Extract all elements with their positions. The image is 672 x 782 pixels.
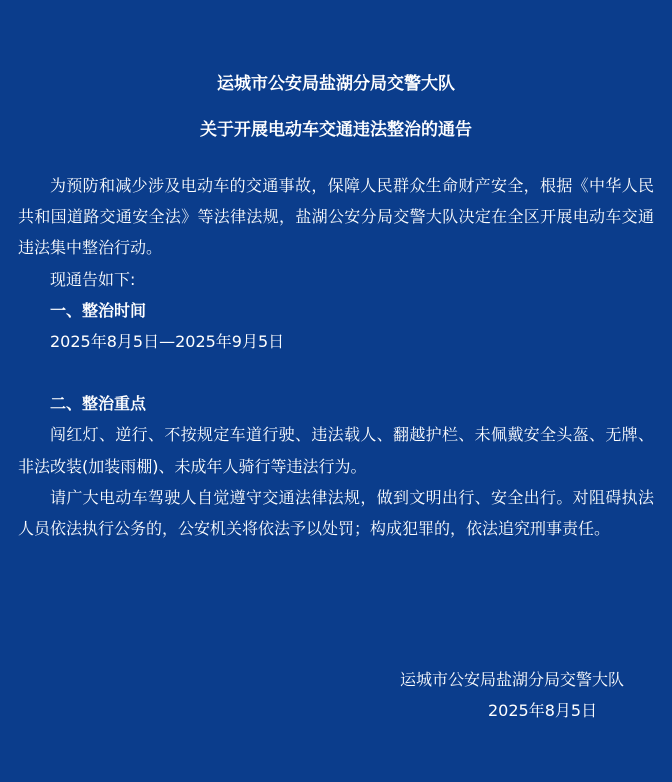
signature-date: 2025年8月5日 — [488, 701, 598, 721]
signature-org: 运城市公安局盐湖分局交警大队 — [400, 670, 625, 689]
spacer — [18, 357, 654, 388]
notice-body — [18, 170, 654, 544]
org-title: 运城市公安局盐湖分局交警大队 — [217, 74, 455, 94]
section2-text: 闯红灯、逆行、不按规定车道行驶、违法载人、翻越护栏、未佩戴安全头盔、无牌、非法改装(加装雨棚)、未成年人骑行等违法行为。 — [18, 425, 654, 476]
section1-heading: 一、整治时间 — [50, 300, 147, 320]
notice-title: 关于开展电动车交通违法整治的通告 — [200, 120, 472, 140]
section1-text: 2025年8月5日—2025年9月5日 — [50, 331, 285, 351]
intro-paragraph: 为预防和减少涉及电动车的交通事故，保障人民群众生命财产安全，根据《中华人民共和国道路交通安全法》等法律法规，盐湖公安分局交警大队决定在全区开展电动车交通违法集中整治行动。 — [18, 176, 654, 258]
closing-paragraph: 请广大电动车驾驶人自觉遵守交通法律法规，做到文明出行、安全出行。对阻碍执法人员依法执行公务的，公安机关将依法予以处罚；构成犯罪的，依法追究刑事责任。 — [18, 487, 654, 538]
signature-block — [400, 664, 660, 726]
section2-heading: 二、整治重点 — [50, 394, 147, 414]
lead-text: 现通告如下: — [50, 269, 136, 289]
